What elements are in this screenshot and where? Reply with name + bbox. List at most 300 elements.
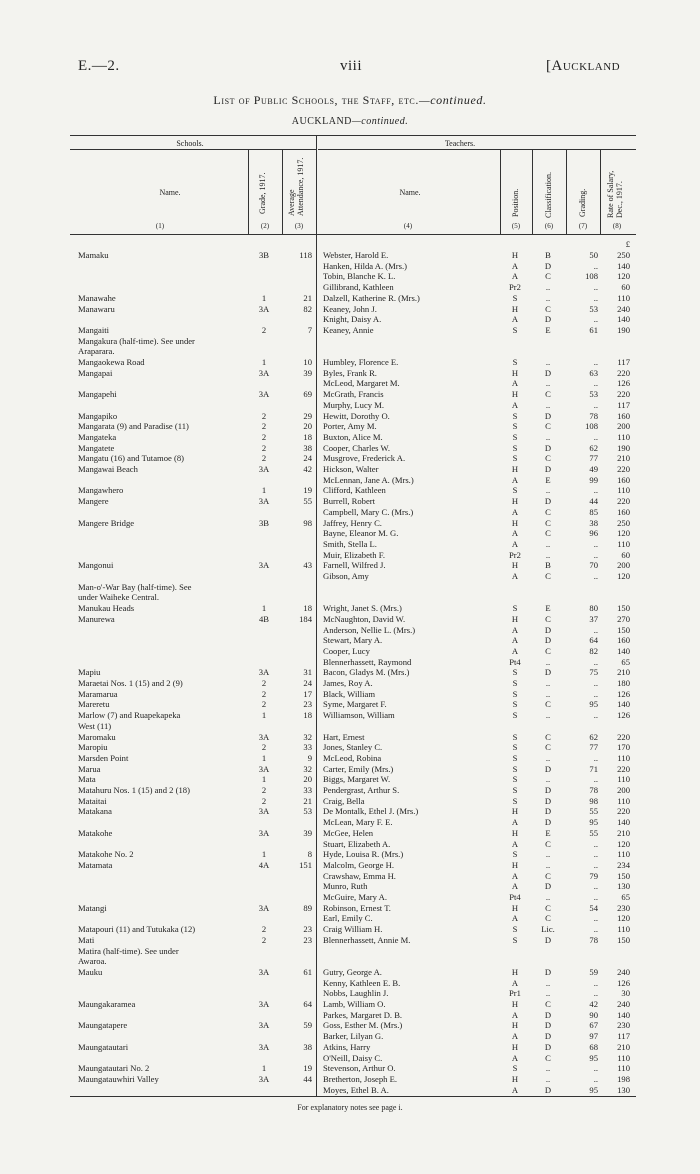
position-cell: Pr1 <box>509 988 521 999</box>
table-row <box>0 314 700 325</box>
grade-cell: 2 <box>261 934 267 945</box>
teacher-name-cell: Gibson, Amy <box>323 571 369 581</box>
position-cell: S <box>512 603 518 614</box>
teacher-name-cell: Earl, Emily C. <box>323 913 373 924</box>
salary-rate-cell: 110 <box>617 1052 630 1063</box>
grade-cell: 3B <box>258 250 270 260</box>
teacher-name-cell: Hanken, Hilda A. (Mrs.) <box>323 260 408 271</box>
teacher-name-cell: Atkins, Harry <box>323 1041 371 1052</box>
attendance-cell: 184 <box>299 613 312 624</box>
grade-cell: 2 <box>261 742 267 753</box>
position-cell: A <box>511 260 519 271</box>
grade-cell: 2 <box>261 924 267 935</box>
grade-cell: 2 <box>261 410 267 421</box>
classification-cell: E <box>545 324 551 335</box>
school-name-cell: Matapouri (11) and Tutukaka (12) <box>78 924 196 935</box>
position-cell: S <box>512 678 518 688</box>
school-name-cell: Mangawhero <box>78 485 124 496</box>
classification-cell: C <box>545 699 551 710</box>
school-name-cell: Maungatautari <box>78 1041 129 1052</box>
position-cell: A <box>511 870 519 881</box>
school-name-cell: Matakohe No. 2 <box>78 849 134 860</box>
grade-cell: 3A <box>258 560 270 571</box>
salary-rate-cell: 250 <box>617 517 630 528</box>
grading-cell: 90 <box>589 1009 598 1020</box>
attendance-cell: 53 <box>303 806 312 817</box>
grading-cell: 95 <box>589 699 598 710</box>
table-row <box>0 1010 700 1021</box>
teacher-name-cell: Cooper, Lucy <box>323 645 370 656</box>
teacher-name-cell: Buxton, Alice M. <box>323 431 383 442</box>
classification-cell: .. <box>545 752 551 763</box>
position-cell: H <box>511 496 519 507</box>
teacher-name-cell: Hyde, Louisa R. (Mrs.) <box>323 849 404 860</box>
school-name-cell: Araparara. <box>78 346 115 357</box>
grading-cell: 53 <box>589 389 598 400</box>
grading-cell: .. <box>593 924 598 935</box>
classification-cell: D <box>544 881 552 892</box>
salary-rate-cell: 220 <box>617 367 630 378</box>
attendance-cell: 23 <box>303 699 312 710</box>
position-cell: S <box>512 688 518 699</box>
classification-cell: C <box>545 902 551 913</box>
table-row <box>0 539 700 550</box>
position-cell: H <box>511 613 519 624</box>
table-row <box>0 774 700 785</box>
teacher-name-cell: Byles, Frank R. <box>323 367 377 378</box>
grading-cell: .. <box>593 838 598 849</box>
classification-cell: D <box>544 763 552 774</box>
grading-cell: .. <box>593 849 598 860</box>
salary-rate-cell: 126 <box>617 977 630 988</box>
salary-rate-cell: 117 <box>617 357 630 367</box>
position-cell: S <box>512 431 518 442</box>
school-name-cell: Mata <box>78 774 96 785</box>
grade-cell: 3A <box>258 389 270 400</box>
position-cell: H <box>511 999 519 1009</box>
school-name-cell: Mati <box>78 934 95 945</box>
classification-cell: C <box>545 453 551 464</box>
position-cell: S <box>512 795 518 806</box>
salary-rate-cell: 110 <box>617 849 630 860</box>
grading-cell: .. <box>593 710 598 721</box>
attendance-cell: 19 <box>303 485 312 496</box>
classification-cell: C <box>545 645 551 656</box>
school-name-cell: Matamata <box>78 859 113 870</box>
grading-cell: 44 <box>589 496 598 507</box>
position-cell: S <box>512 357 518 367</box>
attendance-cell: 38 <box>303 442 312 453</box>
school-name-cell: Maromaku <box>78 731 116 742</box>
table-row <box>0 625 700 636</box>
salary-rate-cell: 220 <box>617 806 630 817</box>
attendance-cell: 32 <box>303 731 312 742</box>
grading-cell: 78 <box>589 785 598 795</box>
school-name-cell: Marsden Point <box>78 752 129 763</box>
attendance-cell: 118 <box>299 250 312 260</box>
table-row <box>0 646 700 657</box>
schools-group-rule <box>70 149 316 150</box>
table-row <box>0 635 700 646</box>
grading-cell: 53 <box>589 303 598 314</box>
salary-rate-cell: 110 <box>617 774 630 785</box>
position-cell: A <box>511 378 519 389</box>
teacher-name-cell: McGuire, Mary A. <box>323 892 387 902</box>
teacher-name-cell: McLeod, Robina <box>323 752 382 763</box>
teacher-name-cell: Kenny, Kathleen E. B. <box>323 977 401 988</box>
teacher-name-cell: Moyes, Ethel B. A. <box>323 1084 389 1095</box>
teacher-name-cell: Burrell, Robert <box>323 496 376 507</box>
salary-rate-cell: 270 <box>617 613 630 624</box>
position-cell: A <box>511 474 519 485</box>
grading-cell: .. <box>593 977 598 988</box>
table-row <box>0 378 700 389</box>
grading-cell: 80 <box>589 603 598 614</box>
table-row <box>0 657 700 668</box>
school-name-cell: Mamaku <box>78 250 109 260</box>
teacher-name-cell: Musgrove, Frederick A. <box>323 453 406 464</box>
position-cell: S <box>512 774 518 785</box>
classification-cell: .. <box>545 710 551 721</box>
classification-cell: .. <box>545 988 551 999</box>
position-cell: H <box>511 389 519 400</box>
grading-cell: 67 <box>589 1020 598 1031</box>
salary-rate-cell: 180 <box>617 678 630 688</box>
position-cell: S <box>512 699 518 710</box>
grading-cell: 50 <box>589 250 598 260</box>
salary-rate-cell: 234 <box>617 859 630 870</box>
teacher-name-cell: Biggs, Margaret W. <box>323 774 391 785</box>
teacher-name-cell: Craig, Bella <box>323 795 365 806</box>
grading-cell: 79 <box>589 870 598 881</box>
attendance-cell: 20 <box>303 774 312 785</box>
grading-cell: .. <box>593 399 598 410</box>
position-cell: A <box>511 399 519 410</box>
position-cell: Pr2 <box>509 549 521 560</box>
table-row <box>0 400 700 411</box>
school-name-cell: Maraetai Nos. 1 (15) and 2 (9) <box>78 678 183 688</box>
table-row <box>0 956 700 967</box>
attendance-cell: 18 <box>303 603 312 614</box>
title-main: List of Public Schools, the Staff, etc. <box>213 93 419 107</box>
teacher-name-cell: Malcolm, George H. <box>323 859 394 870</box>
grading-cell: .. <box>593 485 598 496</box>
grading-cell: 55 <box>589 806 598 817</box>
position-cell: S <box>512 731 518 742</box>
attendance-cell: 24 <box>303 678 312 688</box>
grading-cell: .. <box>593 1063 598 1074</box>
grading-cell: .. <box>593 859 598 870</box>
classification-cell: D <box>544 785 552 795</box>
salary-rate-cell: 150 <box>617 934 630 945</box>
table-row <box>0 764 700 775</box>
grade-cell: 1 <box>261 603 267 614</box>
col-number-2: (2) <box>260 222 270 230</box>
district-subtitle <box>0 116 700 127</box>
teachers-group-rule <box>318 149 636 150</box>
table-row <box>0 271 700 282</box>
teacher-name-cell: Stevenson, Arthur O. <box>323 1063 396 1074</box>
grading-cell: 95 <box>589 1084 598 1095</box>
salary-rate-cell: 130 <box>617 881 630 892</box>
grading-cell: 82 <box>589 645 598 656</box>
table-row <box>0 881 700 892</box>
salary-rate-cell: 120 <box>617 838 630 849</box>
subtitle-continued: —continued. <box>351 116 409 127</box>
school-name-cell: Maropiu <box>78 742 108 753</box>
table-row <box>0 603 700 614</box>
col-number-4: (4) <box>403 222 413 230</box>
salary-rate-cell: 140 <box>617 817 630 828</box>
grade-cell: 3A <box>258 464 270 474</box>
salary-rate-cell: 150 <box>617 870 630 881</box>
classification-cell: D <box>544 667 552 678</box>
table-row <box>0 443 700 454</box>
classification-cell: D <box>544 806 552 817</box>
school-name-cell: Mangawai Beach <box>78 464 138 474</box>
page-section-code: E.—2. <box>78 58 120 74</box>
teacher-name-cell: Jones, Stanley C. <box>323 742 383 753</box>
salary-rate-cell: 140 <box>617 645 630 656</box>
position-cell: A <box>511 1031 519 1042</box>
salary-rate-cell: 210 <box>617 667 630 678</box>
grading-cell: .. <box>593 260 598 271</box>
teacher-name-cell: Muir, Elizabeth F. <box>323 549 385 560</box>
classification-cell: C <box>545 389 551 400</box>
classification-cell: D <box>544 1041 552 1052</box>
attendance-cell: 98 <box>303 517 312 528</box>
school-name-cell: Mangaiti <box>78 324 110 335</box>
grade-cell: 1 <box>261 710 267 721</box>
teachers-group-heading: Teachers. <box>444 139 476 148</box>
attendance-cell: 43 <box>303 560 312 571</box>
position-cell: A <box>511 506 519 517</box>
classification-cell: .. <box>545 549 551 560</box>
attendance-cell: 23 <box>303 924 312 935</box>
school-name-cell: Maungatauwhiri Valley <box>78 1073 159 1084</box>
classification-cell: .. <box>545 282 551 293</box>
teacher-name-cell: Tobin, Blanche K. L. <box>323 271 396 282</box>
attendance-cell: 61 <box>303 966 312 977</box>
classification-cell: B <box>545 560 551 571</box>
grading-cell: .. <box>593 314 598 325</box>
salary-rate-cell: 220 <box>617 731 630 742</box>
grading-cell: 77 <box>589 453 598 464</box>
position-cell: H <box>511 859 519 870</box>
table-row <box>0 336 700 347</box>
teacher-name-cell: Murphy, Lucy M. <box>323 399 385 410</box>
salary-rate-cell: 126 <box>617 688 630 699</box>
position-cell: S <box>512 292 518 303</box>
teacher-name-cell: Clifford, Kathleen <box>323 485 386 496</box>
classification-cell: D <box>544 442 552 453</box>
grade-cell: 1 <box>261 1063 267 1074</box>
table-row <box>0 935 700 946</box>
table-row <box>0 849 700 860</box>
teacher-name-cell: Stuart, Elizabeth A. <box>323 838 391 849</box>
grade-cell: 2 <box>261 431 267 442</box>
classification-cell: E <box>545 474 551 485</box>
salary-rate-cell: 60 <box>621 282 630 293</box>
classification-cell: D <box>544 1020 552 1031</box>
grade-cell: 3A <box>258 902 270 913</box>
position-cell: S <box>512 785 518 795</box>
table-row <box>0 560 700 571</box>
salary-rate-cell: 220 <box>617 389 630 400</box>
grade-cell: 1 <box>261 485 267 496</box>
salary-rate-cell: 140 <box>617 314 630 325</box>
teacher-name-cell: Jaffrey, Henry C. <box>323 517 382 528</box>
table-row <box>0 1053 700 1064</box>
table-row <box>0 710 700 721</box>
grade-cell: 2 <box>261 421 267 432</box>
classification-cell: C <box>545 1052 551 1063</box>
grading-cell: 98 <box>589 795 598 806</box>
position-cell: A <box>511 1052 519 1063</box>
position-cell: Pr2 <box>509 282 521 293</box>
position-cell: S <box>512 849 518 860</box>
table-row <box>0 732 700 743</box>
attendance-cell: 82 <box>303 303 312 314</box>
teacher-name-cell: McLeod, Margaret M. <box>323 378 400 389</box>
grading-cell: .. <box>593 292 598 303</box>
table-row <box>0 1042 700 1053</box>
school-name-cell: Mangapehi <box>78 389 117 400</box>
grading-cell: 55 <box>589 827 598 838</box>
school-name-cell: Mangateka <box>78 431 117 442</box>
teacher-name-cell: Keaney, John J. <box>323 303 377 314</box>
salary-rate-cell: 160 <box>617 635 630 646</box>
attendance-cell: 18 <box>303 710 312 721</box>
position-cell: A <box>511 881 519 892</box>
teacher-name-cell: McLean, Mary F. E. <box>323 817 393 828</box>
position-cell: A <box>511 624 519 635</box>
grade-cell: 3A <box>258 827 270 838</box>
table-row <box>0 325 700 336</box>
position-cell: S <box>512 324 518 335</box>
position-cell: S <box>512 934 518 945</box>
salary-rate-cell: 110 <box>617 1063 630 1074</box>
position-cell: S <box>512 442 518 453</box>
school-name-cell: Mangakura (half-time). See under <box>78 335 195 346</box>
school-name-cell: Mauku <box>78 966 103 977</box>
teacher-name-cell: Munro, Ruth <box>323 881 368 892</box>
classification-cell: .. <box>545 977 551 988</box>
grading-cell: 59 <box>589 966 598 977</box>
school-name-cell: Mataitai <box>78 795 107 806</box>
grading-cell: 64 <box>589 635 598 646</box>
salary-rate-cell: 190 <box>617 324 630 335</box>
grading-cell: 61 <box>589 324 598 335</box>
attendance-cell: 21 <box>303 292 312 303</box>
position-cell: H <box>511 464 519 474</box>
position-cell: H <box>511 1041 519 1052</box>
school-name-cell: West (11) <box>78 720 112 731</box>
school-name-cell: Marua <box>78 763 101 774</box>
classification-cell: .. <box>545 538 551 549</box>
table-row <box>0 453 700 464</box>
salary-rate-cell: 240 <box>617 303 630 314</box>
table-row <box>0 999 700 1010</box>
position-cell: A <box>511 538 519 549</box>
salary-rate-cell: 200 <box>617 560 630 571</box>
grading-cell: .. <box>593 913 598 924</box>
classification-cell: C <box>545 613 551 624</box>
teacher-name-header: Name. <box>399 188 421 197</box>
table-row <box>0 678 700 689</box>
grading-cell: .. <box>593 1073 598 1084</box>
grade-cell: 2 <box>261 795 267 806</box>
grade-cell: 4A <box>258 859 270 870</box>
salary-rate-cell: 250 <box>617 250 630 260</box>
classification-cell: D <box>544 1031 552 1042</box>
position-header: Position. <box>511 188 520 217</box>
table-row <box>0 614 700 625</box>
salary-rate-cell: 110 <box>617 485 630 496</box>
school-name-cell: Matahuru Nos. 1 (15) and 2 (18) <box>78 785 190 795</box>
salary-rate-cell: 230 <box>617 1020 630 1031</box>
grading-cell: .. <box>593 774 598 785</box>
school-name-cell: Maungatautari No. 2 <box>78 1063 150 1074</box>
teacher-name-cell: Webster, Harold E. <box>323 250 389 260</box>
position-cell: A <box>511 1009 519 1020</box>
position-cell: A <box>511 645 519 656</box>
grading-cell: .. <box>593 656 598 667</box>
table-row <box>0 871 700 882</box>
attendance-cell: 20 <box>303 421 312 432</box>
grade-cell: 2 <box>261 442 267 453</box>
table-row <box>0 582 700 593</box>
table-row <box>0 753 700 764</box>
grade-cell: 3A <box>258 1073 270 1084</box>
grading-cell: 62 <box>589 442 598 453</box>
position-cell: S <box>512 763 518 774</box>
grade-header: Grade, 1917. <box>258 172 267 214</box>
teacher-name-cell: Smith, Stella L. <box>323 538 377 549</box>
teacher-name-cell: Pendergrast, Arthur S. <box>323 785 400 795</box>
position-cell: H <box>511 303 519 314</box>
grading-cell: 63 <box>589 367 598 378</box>
classification-cell: .. <box>545 1063 551 1074</box>
classification-cell: B <box>545 250 551 260</box>
school-name-cell: Mapiu <box>78 667 101 678</box>
grade-cell: 1 <box>261 357 267 367</box>
classification-cell: C <box>545 271 551 282</box>
school-name-cell: Matangi <box>78 902 107 913</box>
footnote: For explanatory notes see page i. <box>297 1103 403 1112</box>
table-row <box>0 261 700 272</box>
classification-cell: D <box>544 410 552 421</box>
grading-cell: 99 <box>589 474 598 485</box>
classification-cell: .. <box>545 399 551 410</box>
classification-cell: .. <box>545 678 551 688</box>
classification-cell: .. <box>545 292 551 303</box>
teacher-name-cell: McGee, Helen <box>323 827 374 838</box>
table-row <box>0 967 700 978</box>
classification-cell: C <box>545 731 551 742</box>
salary-rate-cell: 210 <box>617 827 630 838</box>
classification-cell: .. <box>545 656 551 667</box>
grade-cell: 3A <box>258 806 270 817</box>
attendance-cell: 23 <box>303 934 312 945</box>
classification-cell: .. <box>545 849 551 860</box>
table-top-rule <box>70 135 636 136</box>
col-number-1: (1) <box>155 222 165 230</box>
salary-rate-cell: 110 <box>617 752 630 763</box>
classification-cell: .. <box>545 485 551 496</box>
grading-cell: 75 <box>589 667 598 678</box>
classification-cell: C <box>545 303 551 314</box>
